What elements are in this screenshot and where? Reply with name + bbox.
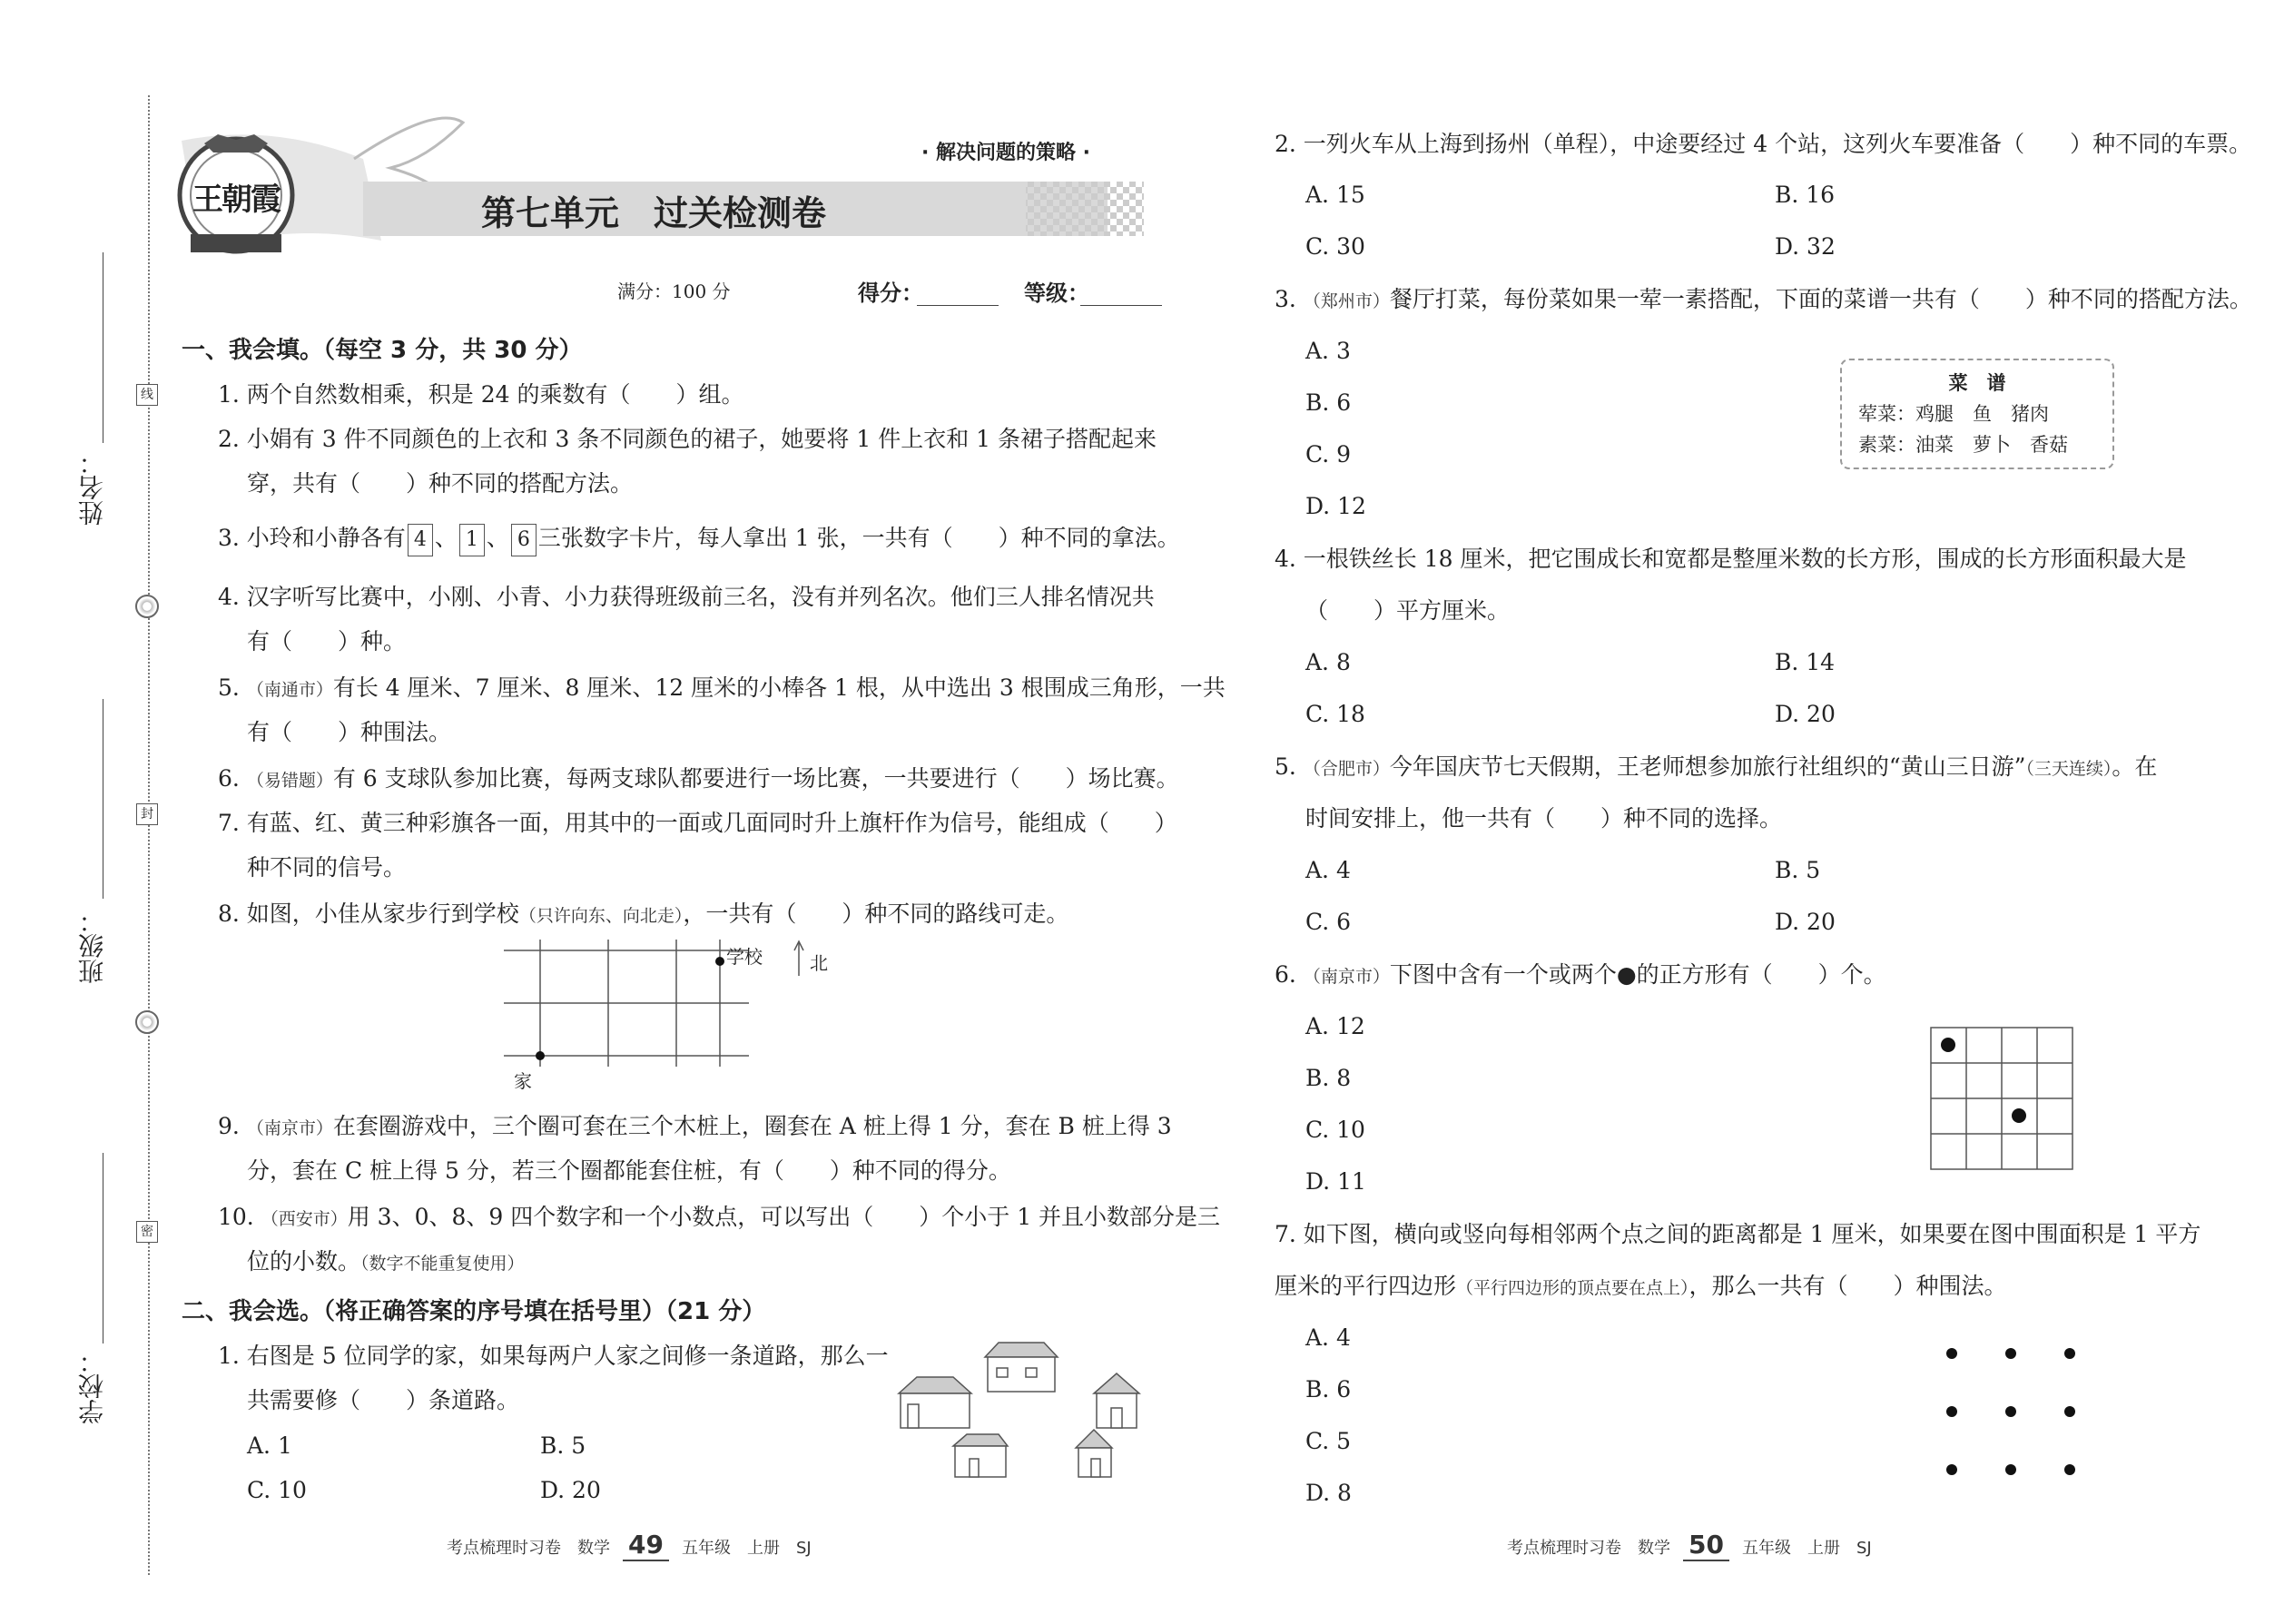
p2-q7-line2 [1275, 1271, 2007, 1304]
p1-q9-text: 在套圈游戏中，三个圈可套在三个木桩上，圈套在 A 桩上得 1 分，套在 B 桩上得 3 [332, 1113, 1172, 1139]
p1-q5-text: 有长 4 厘米、7 厘米、8 厘米、12 厘米的小棒各 1 根，从中选出 3 根围成三角形，一共 [332, 674, 1226, 701]
footer-right [1507, 1530, 1872, 1561]
school-label: 学校 [726, 946, 763, 968]
footer-series: 考点梳理时习卷 数学 [447, 1539, 610, 1558]
p2-q6-option-d: D. 11 [1305, 1168, 1366, 1195]
digit-card: 4 [408, 524, 433, 556]
page-number: 49 [623, 1530, 669, 1561]
p1-q6: 6. （易错题）有 6 支球队参加比赛，每两支球队都要进行一场比赛，一共要进行（ ）场比赛。 [218, 765, 1179, 792]
p1-q9-line2: 分，套在 C 桩上得 5 分，若三个圈都能套住桩，有（ ）种不同的得分。 [247, 1157, 1011, 1184]
grade-label: 等级： [1024, 281, 1089, 306]
menu-meat: 荤菜：鸡腿 鱼 猪肉 [1858, 403, 2049, 425]
source-tag: （南京市） [246, 1118, 333, 1138]
p2-q1-option-d: D. 20 [540, 1477, 601, 1503]
page-title: 第七单元 过关检测卷 [481, 193, 827, 233]
squares-grid-figure [1929, 1026, 2074, 1171]
logo-text: 王朝霞 [192, 182, 280, 218]
p1-q5-line2: 有（ ）种围法。 [247, 719, 452, 745]
part1-heading: 一、我会填。（每空 3 分，共 30 分） [182, 337, 583, 364]
dot-lattice-figure [1934, 1339, 2079, 1484]
grade-field[interactable] [1080, 305, 1162, 306]
p2-q1-option-c: C. 10 [247, 1477, 307, 1503]
part2-heading: 二、我会选。（将正确答案的序号填在括号里）（21 分） [182, 1298, 766, 1325]
binding-dotted-line [148, 95, 150, 1575]
footer-grade: 五年级 上册 SJ [681, 1539, 812, 1558]
p1-q4-line2: 有（ ）种。 [247, 628, 407, 655]
menu-box [1840, 359, 2114, 469]
p2-q3-option-b: B. 6 [1305, 389, 1352, 416]
p2-q4-line1: 4. 一根铁丝长 18 厘米，把它围成长和宽都是整厘米数的长方形，围成的长方形面积最大是 [1275, 546, 2187, 572]
p1-q3-post: 三张数字卡片，每人拿出 1 张，一共有（ ）种不同的拿法。 [537, 525, 1180, 551]
p1-q10-pre: 位的小数。 [247, 1248, 361, 1275]
p2-q5-pre: 今年国庆节七天假期，王老师想参加旅行社组织的“黄山三日游” [1389, 753, 2026, 780]
p1-q2-line1: 2. 小娟有 3 件不同颜色的上衣和 3 条不同颜色的裙子，她要将 1 件上衣和 1 条裙子搭配起来 [218, 426, 1157, 452]
p1-q8 [218, 899, 1068, 931]
section-tag: · 解决问题的策略 · [921, 142, 1091, 164]
seal-mark-1: 线 [136, 384, 158, 406]
p1-q6-text: 有 6 支球队参加比赛，每两支球队都要进行一场比赛，一共要进行（ ）场比赛。 [332, 765, 1179, 792]
p1-q3: 3. 小玲和小静各有 4 、 1 、 6 三张数字卡片，每人拿出 1 张，一共有（ ）种不同的拿法。 [218, 523, 1180, 556]
p2-q7-note: （平行四边形的顶点要在点上） [1456, 1278, 1689, 1298]
seal-mark-3: 密 [136, 1221, 158, 1243]
p2-q5-option-d: D. 20 [1775, 909, 1836, 935]
dot-marker [2012, 1108, 2026, 1123]
footer-grade: 五年级 上册 SJ [1741, 1539, 1872, 1558]
p2-q5-option-c: C. 6 [1305, 909, 1352, 935]
home-label: 家 [514, 1070, 532, 1092]
name-label: 姓名： [77, 449, 107, 526]
p2-q6-option-a: A. 12 [1305, 1013, 1365, 1039]
menu-veg: 素菜：油菜 萝卜 香菇 [1858, 434, 2068, 456]
p2-q2: 2. 一列火车从上海到扬州（单程），中途要经过 4 个站，这列火车要准备（ ）种不同的车票。 [1275, 131, 2252, 157]
digit-card: 6 [511, 524, 537, 556]
p2-q6-option-c: C. 10 [1305, 1117, 1365, 1143]
p2-q6-option-b: B. 8 [1305, 1065, 1352, 1091]
p1-q8-pre: 8. 如图，小佳从家步行到学校 [218, 901, 519, 927]
p2-q2-option-a: A. 15 [1305, 182, 1365, 208]
p2-q7-option-b: B. 6 [1305, 1376, 1352, 1403]
score-field[interactable] [917, 305, 999, 306]
p1-q8-post: ，一共有（ ）种不同的路线可走。 [683, 901, 1069, 927]
source-tag: （西安市） [261, 1209, 348, 1229]
p2-q3-option-c: C. 9 [1305, 441, 1352, 468]
p2-q3-option-d: D. 12 [1305, 493, 1366, 519]
score-label: 得分： [858, 281, 923, 306]
p2-q4-option-b: B. 14 [1775, 649, 1836, 675]
p2-q4-option-c: C. 18 [1305, 701, 1365, 727]
p2-q5-option-b: B. 5 [1775, 857, 1821, 883]
p2-q5-note: （三天连续） [2025, 759, 2112, 779]
source-tag: （南京市） [1303, 967, 1390, 987]
spiral-mark-1 [135, 595, 159, 618]
p2-q7-option-a: A. 4 [1305, 1324, 1351, 1351]
p2-q2-option-d: D. 32 [1775, 233, 1836, 260]
p2-q1-line1: 1. 右图是 5 位同学的家，如果每两户人家之间修一条道路，那么一 [218, 1343, 889, 1369]
p1-q5-line1: 5. （南通市）有长 4 厘米、7 厘米、8 厘米、12 厘米的小棒各 1 根，从中选出 3 根围成三角形，一共 [218, 674, 1226, 701]
p1-q7-line2: 种不同的信号。 [247, 854, 407, 881]
p2-q7-option-c: C. 5 [1305, 1428, 1352, 1454]
p2-q1-option-a: A. 1 [247, 1432, 292, 1459]
school-label: 学校： [77, 1348, 107, 1424]
p1-q10-line1: 10. （西安市）用 3、0、8、9 四个数字和一个小数点，可以写出（ ）个小于 1 并且小数部分是三 [218, 1204, 1221, 1230]
full-score: 满分：100 分 [617, 281, 731, 302]
p2-q4-option-a: A. 8 [1305, 649, 1351, 675]
source-tag: （郑州市） [1303, 291, 1390, 311]
p2-q2-option-b: B. 16 [1775, 182, 1836, 208]
p2-q3-text: 餐厅打菜，每份菜如果一荤一素搭配，下面的菜谱一共有（ ）种不同的搭配方法。 [1389, 286, 2252, 312]
menu-title: 菜 谱 [1948, 372, 2006, 394]
route-grid-figure [495, 940, 858, 1103]
school-dot [715, 957, 724, 966]
p2-q7-pre: 厘米的平行四边形 [1275, 1273, 1457, 1299]
p1-q7-line1: 7. 有蓝、红、黄三种彩旗各一面，用其中的一面或几面同时升上旗杆作为信号，能组成（ ） [218, 810, 1177, 836]
p2-q4-line2: （ ）平方厘米。 [1305, 597, 1511, 624]
p2-q5-line2: 时间安排上，他一共有（ ）种不同的选择。 [1305, 805, 1783, 832]
p1-q3-pre: 3. 小玲和小静各有 [218, 525, 406, 551]
p2-q7-option-d: D. 8 [1305, 1480, 1352, 1506]
p1-q9-line1: 9. （南京市）在套圈游戏中，三个圈可套在三个木桩上，圈套在 A 桩上得 1 分，套在 B 桩上得 3 [218, 1113, 1172, 1139]
p1-q1: 1. 两个自然数相乘，积是 24 的乘数有（ ）组。 [218, 381, 744, 408]
p2-q6: 6. （南京市）下图中含有一个或两个●的正方形有（ ）个。 [1275, 961, 1886, 988]
p1-q2-line2: 穿，共有（ ）种不同的搭配方法。 [247, 470, 634, 497]
p1-q8-note: （只许向东、向北走） [518, 906, 684, 926]
p1-q10-line2 [247, 1246, 525, 1279]
p1-q4-line1: 4. 汉字听写比赛中，小刚、小青、小力获得班级前三名，没有并列名次。他们三人排名情况共 [218, 584, 1155, 610]
p2-q2-option-c: C. 30 [1305, 233, 1365, 260]
footer-series: 考点梳理时习卷 数学 [1507, 1539, 1670, 1558]
p2-q5-post: 。在 [2112, 753, 2158, 780]
p1-q10-note: （数字不能重复使用） [360, 1254, 525, 1274]
source-tag: （南通市） [246, 680, 333, 700]
footer-left [447, 1530, 812, 1561]
p2-q7-post: ，那么一共有（ ）种围法。 [1689, 1273, 2007, 1299]
p2-q6-text: 下图中含有一个或两个●的正方形有（ ）个。 [1389, 961, 1886, 988]
p2-q3: 3. （郑州市）餐厅打菜，每份菜如果一荤一素搭配，下面的菜谱一共有（ ）种不同的搭配方法。 [1275, 286, 2252, 312]
class-label: 班级： [77, 908, 107, 984]
spiral-mark-2 [135, 1010, 159, 1034]
source-tag: （易错题） [246, 771, 333, 791]
p2-q7-line1: 7. 如下图，横向或竖向每相邻两个点之间的距离都是 1 厘米，如果要在图中围面积是 1 平方 [1275, 1221, 2201, 1247]
dot-marker [1941, 1038, 1955, 1052]
page-number: 50 [1683, 1530, 1729, 1561]
source-tag: （合肥市） [1303, 759, 1390, 779]
seal-mark-2: 封 [136, 803, 158, 825]
p2-q3-option-a: A. 3 [1305, 338, 1351, 364]
p1-q10-text: 用 3、0、8、9 四个数字和一个小数点，可以写出（ ）个小于 1 并且小数部分是三 [347, 1204, 1221, 1230]
north-label: 北 [810, 952, 828, 974]
p2-q5-line1: 5. （合肥市）今年国庆节七天假期，王老师想参加旅行社组织的“黄山三日游”（三天连续）。在 [1275, 753, 2158, 780]
p2-q1-option-b: B. 5 [540, 1432, 586, 1459]
p2-q5-option-a: A. 4 [1305, 857, 1351, 883]
houses-figure [890, 1339, 1180, 1511]
p2-q1-line2: 共需要修（ ）条道路。 [247, 1387, 520, 1413]
home-dot [536, 1051, 545, 1060]
digit-card: 1 [459, 524, 485, 556]
p2-q4-option-d: D. 20 [1775, 701, 1836, 727]
